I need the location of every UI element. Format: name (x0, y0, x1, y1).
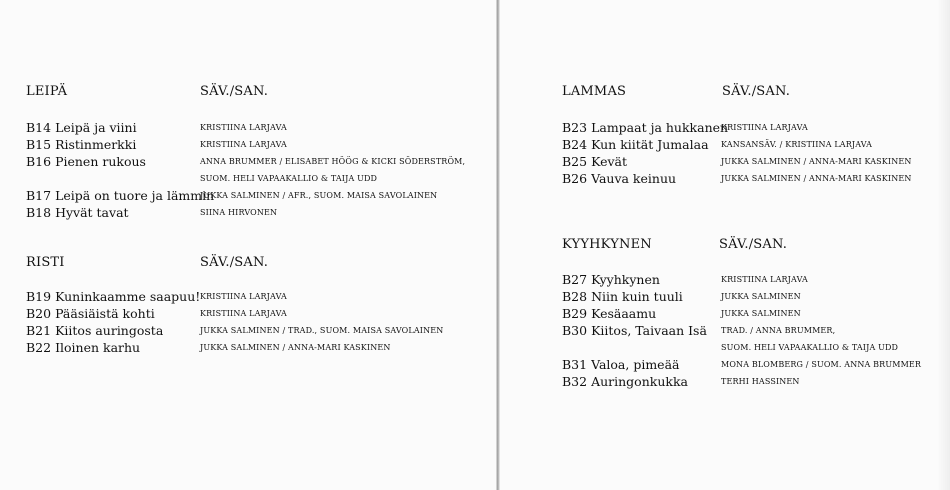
page-edge (938, 0, 950, 490)
track-credit: JUKKA SALMINEN / TRAD., SUOM. MAISA SAVOLAINEN (200, 326, 444, 335)
track-title: B30 Kiitos, Taivaan Isä (562, 323, 707, 338)
book-spine (496, 0, 500, 490)
track-credit: KRISTIINA LARJAVA (721, 275, 808, 284)
track-title: B21 Kiitos auringosta (26, 323, 164, 338)
track-title: B20 Pääsiäistä kohti (26, 306, 155, 321)
section-title: LAMMAS (562, 84, 627, 99)
track-title: B24 Kun kiität Jumalaa (562, 137, 709, 152)
credit-heading: SÄV./SAN. (719, 237, 788, 252)
credit-heading: SÄV./SAN. (200, 84, 269, 99)
track-title: B26 Vauva keinuu (562, 171, 677, 186)
track-title: B27 Kyyhkynen (562, 272, 660, 287)
track-credit: KRISTIINA LARJAVA (200, 140, 287, 149)
track-credit: JUKKA SALMINEN / ANNA-MARI KASKINEN (200, 343, 391, 352)
track-credit: JUKKA SALMINEN / ANNA-MARI KASKINEN (721, 157, 912, 166)
track-credit: TERHI HASSINEN (721, 377, 800, 386)
credit-heading: SÄV./SAN. (722, 84, 791, 99)
section-leipa (26, 84, 486, 224)
track-title: B25 Kevät (562, 154, 628, 169)
track-title: B14 Leipä ja viini (26, 120, 137, 135)
track-credit: ANNA BRUMMER / ELISABET HÖÖG & KICKI SÖDERSTRÖM, (200, 157, 466, 166)
track-credit: KANSANSÄV. / KRISTIINA LARJAVA (721, 140, 873, 149)
track-title: B22 Iloinen karhu (26, 340, 141, 355)
track-title: B23 Lampaat ja hukkanen (562, 120, 729, 135)
track-title: B15 Ristinmerkki (26, 137, 137, 152)
section-title: RISTI (26, 255, 65, 270)
section-lammas (562, 84, 937, 189)
credit-heading: SÄV./SAN. (200, 255, 269, 270)
track-credit: JUKKA SALMINEN (721, 292, 801, 301)
section-title: LEIPÄ (26, 84, 68, 99)
track-credit: KRISTIINA LARJAVA (200, 123, 287, 132)
track-title: B16 Pienen rukous (26, 154, 146, 169)
track-title: B19 Kuninkaamme saapuu! (26, 289, 201, 304)
track-title: B18 Hyvät tavat (26, 205, 129, 220)
track-credit: JUKKA SALMINEN / AFR., SUOM. MAISA SAVOLAINEN (200, 191, 438, 200)
section-risti (26, 255, 486, 360)
section-title: KYYHKYNEN (562, 237, 652, 252)
track-title: B29 Kesäaamu (562, 306, 657, 321)
track-credit: KRISTIINA LARJAVA (200, 292, 287, 301)
track-credit: TRAD. / ANNA BRUMMER, (721, 326, 836, 335)
track-title: B28 Niin kuin tuuli (562, 289, 683, 304)
track-title: B17 Leipä on tuore ja lämmin (26, 188, 215, 203)
track-title: B31 Valoa, pimeää (562, 357, 680, 372)
track-credit: JUKKA SALMINEN (721, 309, 801, 318)
track-credit: SUOM. HELI VAPAAKALLIO & TAIJA UDD (200, 174, 378, 183)
track-credit: JUKKA SALMINEN / ANNA-MARI KASKINEN (721, 174, 912, 183)
track-credit: KRISTIINA LARJAVA (200, 309, 287, 318)
track-credit: KRISTIINA LARJAVA (721, 123, 808, 132)
section-kyyhkynen (562, 237, 937, 397)
track-credit: SIINA HIRVONEN (200, 208, 278, 217)
track-credit: SUOM. HELI VAPAAKALLIO & TAIJA UDD (721, 343, 899, 352)
track-title: B32 Auringonkukka (562, 374, 688, 389)
track-credit: MONA BLOMBERG / SUOM. ANNA BRUMMER (721, 360, 922, 369)
